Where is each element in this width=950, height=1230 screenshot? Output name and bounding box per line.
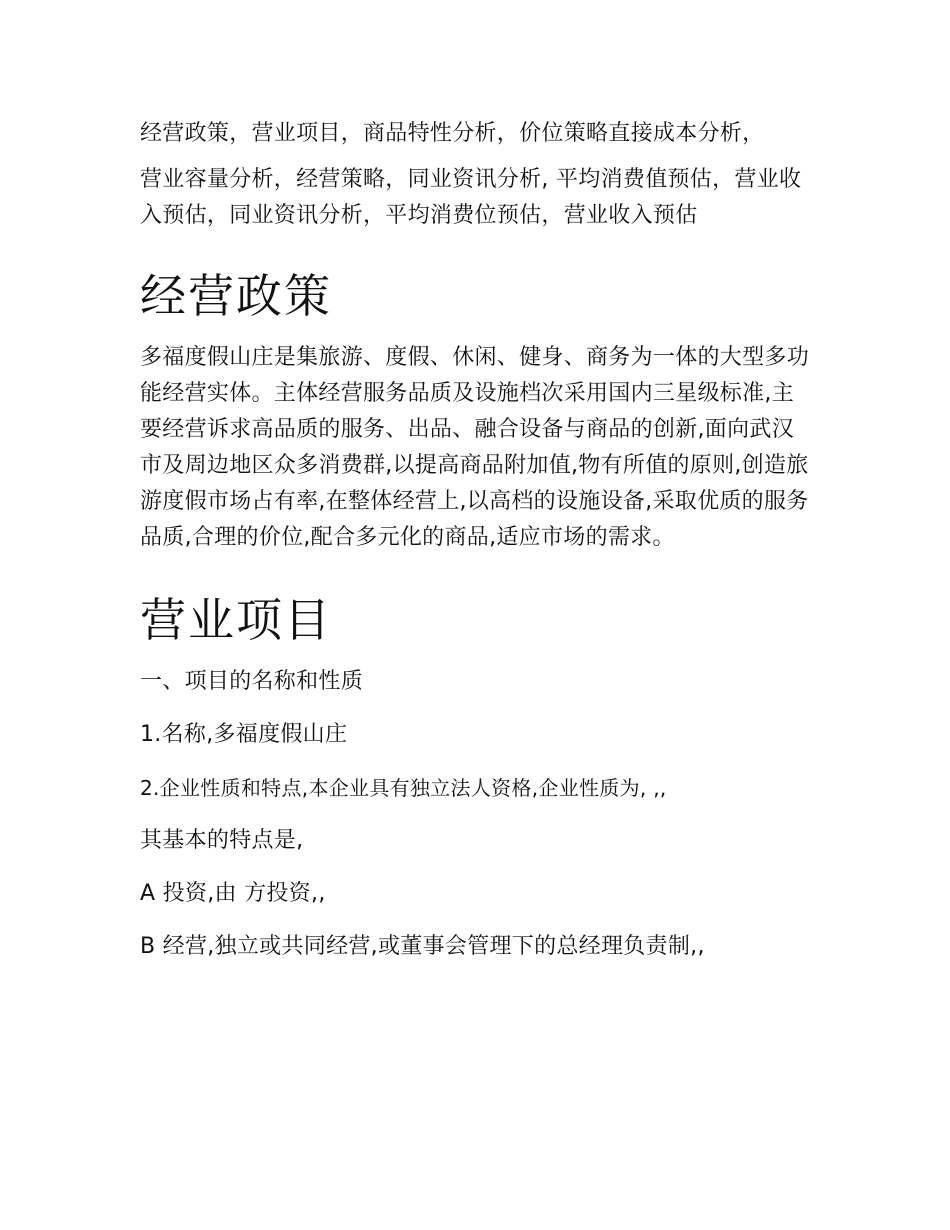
document-content [140, 116, 812, 984]
business-policy-paragraph: 多福度假山庄是集旅游、度假、休闲、健身、商务为一体的大型多功能经营实体。主体经营服务品质及设施档次采用国内三星级标准,主要经营诉求高品质的服务、出品、融合设备与商品的创新,面向武汉市及周边地区众多消费群,以提高商品附加值,物有所值的原则,创造旅游度假市场占有率,在整体经营上,以高档的设施设备,采取优质的服务品质,合理的价位,配合多元化的商品,适应市场的需求。 [140, 345, 810, 550]
intro-paragraph-2: 营业容量分析，经营策略，同业资讯分析, 平均消费值预估，营业收入预估，同业资讯分析，平均消费位预估，营业收入预估 [140, 167, 802, 228]
item-project-name-nature: 一、项目的名称和性质 [140, 669, 364, 694]
section-heading-business-policy: 经营政策 [140, 269, 332, 323]
item-name: 1.名称,多福度假山庄 [140, 722, 348, 747]
intro-paragraph-1: 经营政策，营业项目，商品特性分析，价位策略直接成本分析， [140, 121, 765, 146]
section-heading-business-items: 营业项目 [140, 593, 332, 647]
item-enterprise-nature: 2.企业性质和特点,本企业具有独立法人资格,企业性质为, ,, [140, 776, 667, 800]
item-operation: B 经营,独立或共同经营,或董事会管理下的总经理负责制,, [140, 934, 705, 959]
item-basic-features: 其基本的特点是, [140, 828, 304, 853]
item-investment: A 投资,由 方投资,, [140, 881, 326, 906]
